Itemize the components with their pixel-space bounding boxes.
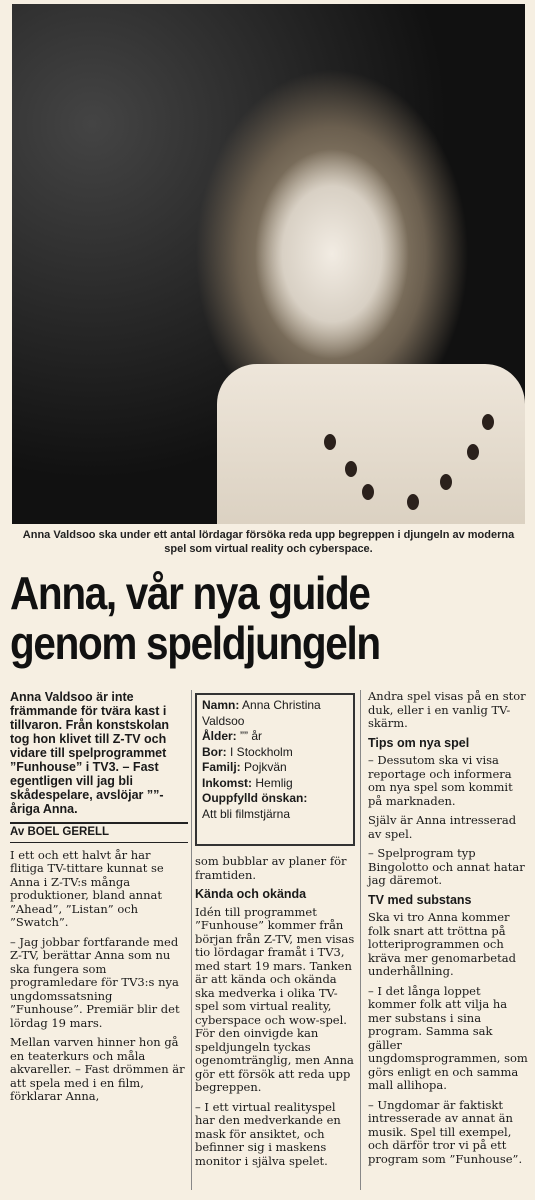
- necklace-bead: [324, 434, 336, 450]
- body-paragraph: – Spelprogram typ Bingolotto och annat hatar jag däremot.: [368, 846, 525, 887]
- body-paragraph: I ett och ett halvt år har flitiga TV-tittare kunnat se Anna i Z-TV:s många produktioner, bland annat ”Ahead”, ”Listan” och ”Swatch”.: [10, 847, 164, 929]
- fact-label: Inkomst:: [202, 775, 253, 790]
- body-paragraph: – Ungdomar är faktiskt intresserade av annat än musik. Spel till exempel, och därför tror vi på ett program som ”Funhouse”.: [368, 1097, 523, 1166]
- fact-value: Att bli filmstjärna: [202, 806, 291, 821]
- necklace-bead: [467, 444, 479, 460]
- lead-paragraph: Anna Valdsoo är inte främmande för tvära kast i tillvaron. Från konstskolan tog hon klivet till Z-TV och vidare till spelprogrammet ”Funhouse” i TV3. – Fast egentligen vill jag bli skådespelare, avslöjar ””-åriga Anna.: [10, 690, 170, 816]
- fact-label: Namn:: [202, 698, 240, 712]
- photo-caption: Anna Valdsoo ska under ett antal lördagar försöka reda upp begreppen i djungeln av moderna spel som virtual reality och cyberspace.: [22, 529, 515, 555]
- column-divider: [360, 690, 361, 1190]
- necklace-bead: [345, 461, 357, 477]
- body-paragraph: – I ett virtual realityspel har den medverkande en mask för ansiktet, och befinner sig i maskens monitor i själva spelet.: [195, 1099, 341, 1168]
- body-paragraph: – Dessutom ska vi visa reportage och informera om nya spel som kommit på marknaden.: [368, 753, 513, 808]
- subheading: TV med substans: [368, 892, 472, 907]
- body-paragraph: – I det långa loppet kommer folk att vilja ha mer substans i sina program. Samma sak gäller ungdomsprogrammen, som görs enligt en och samma mall allihopa.: [368, 983, 528, 1092]
- subheading: Kända och okända: [195, 887, 307, 901]
- necklace-bead: [440, 474, 452, 490]
- column-2: [195, 855, 355, 1174]
- fact-box: [195, 693, 355, 846]
- column-3: [368, 690, 528, 1172]
- fact-value: I Stockholm: [230, 744, 293, 759]
- fact-label: Ålder:: [202, 729, 237, 743]
- column-1: [10, 690, 188, 1110]
- body-paragraph: Idén till programmet ”Funhouse” kommer från början från Z-TV, men visas tio lördagar framåt i TV3, med start 19 mars. Tanken är att kända och okända ska medverka i olika TV-spel som virtual reality, cyberspace och wow-spel. För den oinvigde kan speldjungeln tyckas ogenomtränglig, men Anna gör ett försök att reda upp begreppen.: [195, 904, 355, 1094]
- body-paragraph: Mellan varven hinner hon gå en teaterkurs och måla akvareller. – Fast drömmen är att spela med i en film, förklarar Anna,: [10, 1035, 185, 1103]
- fact-label: Bor:: [202, 744, 227, 759]
- column-divider: [191, 690, 192, 1190]
- body-paragraph: som bubblar av planer för framtiden.: [195, 854, 347, 882]
- headline-line-1: Anna, vår nya guide: [10, 567, 370, 619]
- fact-label: Ouppfylld önskan:: [202, 791, 308, 805]
- necklace-bead: [362, 484, 374, 500]
- body-paragraph: – Jag jobbar fortfarande med Z-TV, berättar Anna som nu ska fungera som programledare för TV3:s nya ungdomssatsning ”Funhouse”. Premiär blir det lördag 19 mars.: [10, 934, 180, 1030]
- portrait-photo: [12, 4, 525, 524]
- subheading: Tips om nya spel: [368, 735, 470, 750]
- headline-line-2: genom speldjungeln: [10, 617, 380, 669]
- headline: [10, 568, 468, 668]
- fact-value: ”” år: [240, 729, 263, 743]
- fact-value: Hemlig: [255, 775, 293, 790]
- fact-value: Anna Christina Valdsoo: [202, 698, 321, 728]
- necklace-bead: [482, 414, 494, 430]
- fact-label: Familj:: [202, 760, 241, 774]
- body-paragraph: Ska vi tro Anna kommer folk snart att tröttna på lotteriprogrammen och kräva mer genomarbetad underhållning.: [368, 910, 516, 978]
- fact-value: Pojkvän: [244, 760, 287, 774]
- dress-shape: [217, 364, 525, 524]
- body-paragraph: Själv är Anna intresserad av spel.: [368, 813, 517, 841]
- body-paragraph: Andra spel visas på en stor duk, eller i en vanlig TV-skärm.: [368, 689, 526, 730]
- byline: Av BOEL GERELL: [10, 822, 188, 843]
- necklace-bead: [407, 494, 419, 510]
